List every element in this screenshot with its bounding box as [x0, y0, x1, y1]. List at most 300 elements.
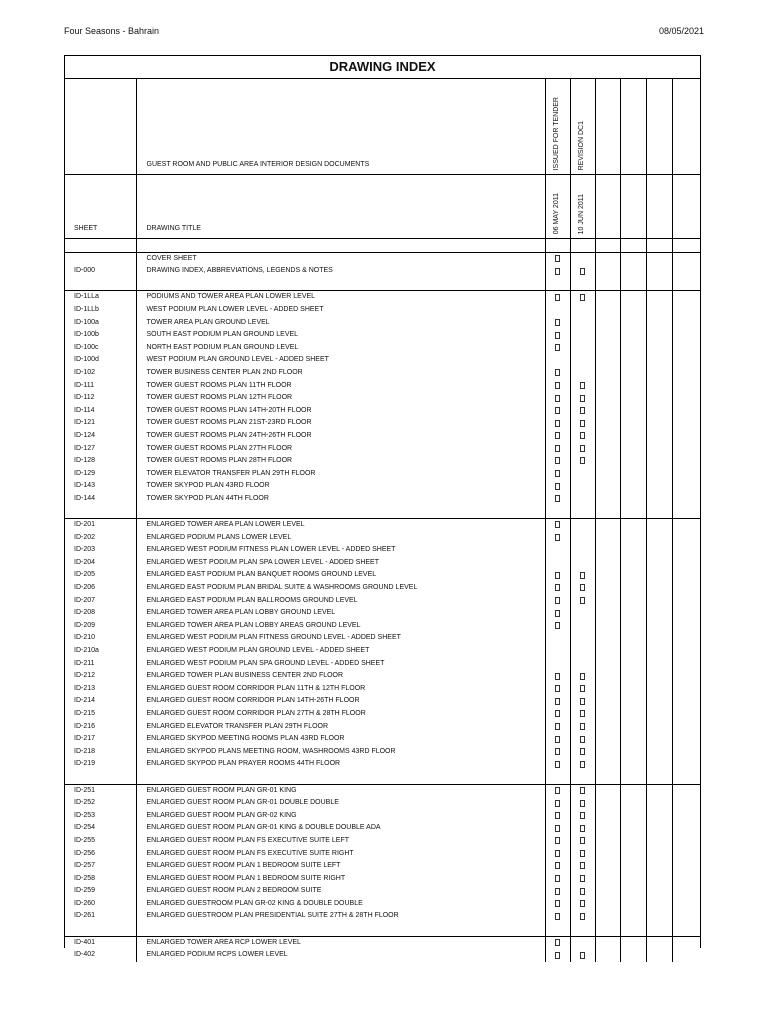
empty-cell [595, 582, 620, 595]
drawing-title: ENLARGED GUEST ROOM PLAN 1 BEDROOM SUITE LEFT [136, 860, 545, 873]
empty-cell [646, 480, 672, 493]
issued-box-icon [555, 952, 560, 959]
separator-row [65, 923, 701, 936]
drawing-title: ENLARGED GUEST ROOM PLAN 2 BEDROOM SUITE [136, 885, 545, 898]
empty-cell [595, 455, 620, 468]
issued-box-icon [555, 495, 560, 502]
issue-mark-cell [570, 417, 595, 430]
empty-cell [646, 544, 672, 557]
empty-cell [595, 569, 620, 582]
issue-mark-cell [545, 721, 570, 734]
issued-box-icon [580, 432, 585, 439]
drawing-title: ENLARGED GUESTROOM PLAN GR-02 KING & DOUBLE DOUBLE [136, 898, 545, 911]
issue-mark-cell [545, 455, 570, 468]
empty-cell [672, 721, 701, 734]
empty-cell [620, 758, 646, 771]
empty-cell [620, 810, 646, 823]
issued-box-icon [580, 837, 585, 844]
table-row [65, 317, 701, 330]
issued-box-icon [580, 407, 585, 414]
empty-cell [672, 910, 701, 923]
issued-box-icon [555, 875, 560, 882]
issued-box-icon [555, 521, 560, 528]
issue-mark-cell [570, 380, 595, 393]
empty-cell [136, 278, 545, 291]
table-row [65, 835, 701, 848]
empty-cell [595, 683, 620, 696]
table-row [65, 480, 701, 493]
empty-cell [672, 632, 701, 645]
issue-mark-cell [570, 810, 595, 823]
issued-box-icon [555, 800, 560, 807]
issue-mark-cell [545, 708, 570, 721]
drawing-title: ENLARGED GUEST ROOM CORRIDOR PLAN 11TH & 12TH FLOOR [136, 683, 545, 696]
drawing-title: COVER SHEET [136, 252, 545, 265]
empty-cell [545, 304, 570, 317]
empty-cell [620, 175, 646, 239]
issue-mark-cell [545, 291, 570, 304]
table-row [65, 443, 701, 456]
table-row [65, 733, 701, 746]
issued-box-icon [555, 369, 560, 376]
issued-box-icon [580, 888, 585, 895]
empty-cell [595, 291, 620, 304]
sheet-number: ID-000 [74, 267, 96, 275]
empty-cell [646, 417, 672, 430]
empty-cell [646, 278, 672, 291]
table-row [65, 822, 701, 835]
issue-column-header [545, 79, 570, 175]
issued-box-icon [580, 900, 585, 907]
empty-cell [672, 771, 701, 784]
empty-cell [646, 771, 672, 784]
sheet-number: ID-100d [74, 356, 99, 364]
table-row [65, 810, 701, 823]
issued-box-icon [555, 483, 560, 490]
issue-mark-cell [570, 848, 595, 861]
sheet-number: ID-100c [74, 343, 99, 351]
empty-cell [620, 949, 646, 962]
empty-cell [595, 860, 620, 873]
empty-cell [646, 810, 672, 823]
sheet-number: ID-201 [74, 521, 96, 529]
empty-cell [545, 544, 570, 557]
empty-cell [570, 620, 595, 633]
issued-box-icon [555, 710, 560, 717]
issue-column-header [570, 79, 595, 175]
empty-cell [672, 670, 701, 683]
empty-cell [620, 532, 646, 545]
issued-box-icon [580, 913, 585, 920]
drawing-title: ENLARGED GUEST ROOM CORRIDOR PLAN 27TH & 28TH FLOOR [136, 708, 545, 721]
print-date: 08/05/2021 [658, 26, 704, 36]
separator-row [65, 278, 701, 291]
empty-cell [595, 898, 620, 911]
empty-cell [595, 557, 620, 570]
issued-box-icon [580, 710, 585, 717]
empty-cell [595, 265, 620, 278]
empty-cell [672, 342, 701, 355]
sheet-number: ID-102 [74, 368, 96, 376]
sheet-number: ID-208 [74, 609, 96, 617]
issued-box-icon [580, 673, 585, 680]
issued-box-icon [555, 584, 560, 591]
sheet-number: ID-211 [74, 659, 95, 667]
empty-cell [672, 557, 701, 570]
issued-box-icon [555, 862, 560, 869]
empty-cell [672, 898, 701, 911]
table-row [65, 797, 701, 810]
issue-mark-cell [570, 822, 595, 835]
table-row [65, 620, 701, 633]
empty-cell [136, 239, 545, 253]
sheet-number: ID-129 [74, 469, 96, 477]
issued-box-icon [555, 344, 560, 351]
issue-mark-cell [545, 405, 570, 418]
empty-cell [672, 354, 701, 367]
empty-cell [672, 317, 701, 330]
issue-date-header [545, 175, 570, 239]
issue-mark-cell [545, 468, 570, 481]
header-row-issue [65, 79, 701, 175]
drawing-title: ENLARGED GUEST ROOM PLAN 1 BEDROOM SUITE RIGHT [136, 873, 545, 886]
empty-cell [672, 595, 701, 608]
sheet-number: ID-100a [74, 318, 99, 326]
issue-mark-cell [545, 797, 570, 810]
sheet-number: ID-210a [74, 647, 99, 654]
empty-cell [595, 544, 620, 557]
empty-cell [595, 417, 620, 430]
empty-cell [136, 505, 545, 518]
issue-name: ISSUED FOR TENDER [552, 96, 560, 170]
sheet-number: ID-258 [74, 874, 96, 882]
table-row [65, 544, 701, 557]
table-row [65, 758, 701, 771]
empty-cell [595, 380, 620, 393]
issue-mark-cell [545, 595, 570, 608]
empty-cell [672, 620, 701, 633]
empty-cell [620, 658, 646, 671]
empty-cell [595, 936, 620, 949]
drawing-title: TOWER GUEST ROOMS PLAN 28TH FLOOR [136, 455, 545, 468]
empty-cell [646, 683, 672, 696]
drawing-title: ENLARGED TOWER PLAN BUSINESS CENTER 2ND FLOOR [136, 670, 545, 683]
empty-cell [672, 797, 701, 810]
issued-box-icon [555, 610, 560, 617]
empty-cell [672, 923, 701, 936]
issue-mark-cell [570, 758, 595, 771]
issue-mark-cell [570, 784, 595, 797]
sheet-number: ID-218 [74, 747, 96, 755]
empty-cell [672, 936, 701, 949]
empty-cell [646, 329, 672, 342]
empty-cell [672, 860, 701, 873]
empty-cell [672, 532, 701, 545]
empty-cell [595, 607, 620, 620]
empty-cell [672, 607, 701, 620]
issued-box-icon [555, 534, 560, 541]
sheet-number: ID-205 [74, 571, 96, 579]
issue-mark-cell [545, 784, 570, 797]
table-row [65, 304, 701, 317]
sheet-number: ID-257 [74, 862, 96, 870]
sheet-number: ID-207 [74, 596, 96, 604]
empty-cell [672, 784, 701, 797]
empty-cell [545, 771, 570, 784]
empty-cell [570, 532, 595, 545]
empty-cell [570, 278, 595, 291]
issued-box-icon [580, 952, 585, 959]
empty-cell [620, 557, 646, 570]
issue-mark-cell [545, 317, 570, 330]
empty-cell [646, 746, 672, 759]
empty-cell [595, 443, 620, 456]
empty-cell [595, 645, 620, 658]
empty-cell [672, 239, 701, 253]
issued-box-icon [580, 420, 585, 427]
issue-mark-cell [545, 569, 570, 582]
empty-cell [620, 607, 646, 620]
empty-cell [620, 239, 646, 253]
empty-cell [595, 885, 620, 898]
empty-cell [595, 910, 620, 923]
empty-cell [672, 493, 701, 506]
empty-cell [672, 252, 701, 265]
empty-cell [595, 835, 620, 848]
drawing-title: ENLARGED TOWER AREA RCP LOWER LEVEL [136, 936, 545, 949]
issue-mark-cell [545, 607, 570, 620]
sheet-number: ID-253 [74, 811, 96, 819]
empty-cell [620, 278, 646, 291]
empty-cell [646, 239, 672, 253]
empty-cell [646, 595, 672, 608]
drawing-title: ENLARGED SKYPOD MEETING ROOMS PLAN 43RD FLOOR [136, 733, 545, 746]
issued-box-icon [555, 812, 560, 819]
empty-cell [646, 505, 672, 518]
table-row [65, 936, 701, 949]
sheet-number: ID-1LLa [74, 293, 99, 301]
issue-mark-cell [545, 480, 570, 493]
empty-cell [672, 329, 701, 342]
empty-cell [620, 291, 646, 304]
empty-cell [595, 532, 620, 545]
empty-cell [620, 455, 646, 468]
empty-cell [672, 810, 701, 823]
drawing-title: TOWER GUEST ROOMS PLAN 27TH FLOOR [136, 443, 545, 456]
issue-mark-cell [570, 392, 595, 405]
empty-cell [65, 278, 136, 291]
issued-box-icon [580, 698, 585, 705]
empty-cell [570, 329, 595, 342]
table-row [65, 519, 701, 532]
empty-cell [65, 505, 136, 518]
drawing-title: TOWER GUEST ROOMS PLAN 11TH FLOOR [136, 380, 545, 393]
empty-cell [620, 252, 646, 265]
empty-cell [672, 873, 701, 886]
empty-cell [595, 493, 620, 506]
issue-mark-cell [545, 620, 570, 633]
empty-cell [620, 342, 646, 355]
table-row [65, 784, 701, 797]
empty-cell [646, 532, 672, 545]
table-row [65, 607, 701, 620]
empty-cell [646, 784, 672, 797]
empty-cell [646, 822, 672, 835]
sheet-number: ID-214 [74, 697, 96, 705]
sheet-number: ID-401 [74, 938, 96, 946]
empty-cell [595, 746, 620, 759]
issued-box-icon [555, 572, 560, 579]
empty-cell [620, 733, 646, 746]
table-row [65, 405, 701, 418]
issue-mark-cell [570, 670, 595, 683]
table-row [65, 670, 701, 683]
drawing-title: WEST PODIUM PLAN LOWER LEVEL - ADDED SHEET [136, 304, 545, 317]
table-row [65, 367, 701, 380]
table-row [65, 949, 701, 962]
table-row [65, 252, 701, 265]
empty-cell [620, 505, 646, 518]
empty-cell [595, 810, 620, 823]
sheet-number: ID-215 [74, 709, 96, 717]
issued-box-icon [555, 332, 560, 339]
sheet-number: ID-209 [74, 621, 96, 629]
empty-cell [646, 885, 672, 898]
empty-cell [570, 505, 595, 518]
empty-cell [646, 835, 672, 848]
empty-cell [620, 317, 646, 330]
issued-box-icon [555, 837, 560, 844]
issue-mark-cell [545, 746, 570, 759]
empty-cell [646, 443, 672, 456]
empty-cell [620, 771, 646, 784]
issued-box-icon [580, 875, 585, 882]
table-row [65, 658, 701, 671]
empty-cell [595, 430, 620, 443]
sheet-number: ID-210 [74, 634, 96, 642]
empty-cell [595, 758, 620, 771]
issue-mark-cell [570, 860, 595, 873]
empty-cell [620, 354, 646, 367]
empty-cell [672, 848, 701, 861]
drawing-title: ENLARGED GUESTROOM PLAN PRESIDENTIAL SUITE 27TH & 28TH FLOOR [136, 910, 545, 923]
empty-cell [620, 923, 646, 936]
sheet-number: ID-127 [74, 444, 96, 452]
issue-mark-cell [570, 405, 595, 418]
empty-cell [570, 771, 595, 784]
empty-cell [646, 733, 672, 746]
empty-cell [672, 544, 701, 557]
drawing-title: ENLARGED GUEST ROOM PLAN GR-01 KING [136, 784, 545, 797]
drawing-title: PODIUMS AND TOWER AREA PLAN LOWER LEVEL [136, 291, 545, 304]
issued-box-icon [555, 723, 560, 730]
empty-cell [570, 468, 595, 481]
empty-cell [620, 848, 646, 861]
empty-cell [646, 392, 672, 405]
sheet-number: ID-100b [74, 331, 99, 339]
issue-mark-cell [545, 329, 570, 342]
empty-cell [545, 505, 570, 518]
empty-cell [620, 784, 646, 797]
issued-box-icon [555, 685, 560, 692]
sheet-number: ID-259 [74, 887, 96, 895]
empty-cell [646, 405, 672, 418]
issued-box-icon [580, 736, 585, 743]
empty-cell [646, 658, 672, 671]
sheet-number: ID-121 [74, 419, 96, 427]
issued-box-icon [555, 900, 560, 907]
empty-cell [620, 304, 646, 317]
table-row [65, 557, 701, 570]
drawing-title: NORTH EAST PODIUM PLAN GROUND LEVEL [136, 342, 545, 355]
drawing-index-table [65, 79, 701, 962]
table-row [65, 746, 701, 759]
drawing-title: TOWER SKYPOD PLAN 43RD FLOOR [136, 480, 545, 493]
empty-cell [672, 304, 701, 317]
sheet-number: ID-252 [74, 799, 96, 807]
drawing-title: ENLARGED GUEST ROOM PLAN GR-01 KING & DOUBLE DOUBLE ADA [136, 822, 545, 835]
drawing-title: ENLARGED WEST PODIUM FITNESS PLAN LOWER LEVEL - ADDED SHEET [136, 544, 545, 557]
issue-mark-cell [570, 910, 595, 923]
empty-cell [620, 468, 646, 481]
table-row [65, 380, 701, 393]
sheet-number: ID-402 [74, 951, 96, 959]
table-row [65, 354, 701, 367]
empty-cell [646, 317, 672, 330]
empty-cell [672, 175, 701, 239]
issued-box-icon [580, 787, 585, 794]
drawing-title: WEST PODIUM PLAN GROUND LEVEL - ADDED SHEET [136, 354, 545, 367]
empty-cell [620, 721, 646, 734]
issued-box-icon [580, 812, 585, 819]
issued-box-icon [555, 255, 560, 262]
empty-cell [672, 519, 701, 532]
empty-cell [570, 367, 595, 380]
issue-mark-cell [570, 835, 595, 848]
empty-cell [646, 455, 672, 468]
empty-cell [570, 557, 595, 570]
issued-box-icon [580, 685, 585, 692]
empty-cell [545, 278, 570, 291]
empty-cell [620, 443, 646, 456]
issue-mark-cell [570, 721, 595, 734]
issued-box-icon [555, 597, 560, 604]
empty-cell [646, 291, 672, 304]
empty-cell [646, 721, 672, 734]
drawing-title: TOWER GUEST ROOMS PLAN 21ST-23RD FLOOR [136, 417, 545, 430]
sheet-number: ID-111 [74, 381, 94, 389]
empty-cell [545, 632, 570, 645]
issue-mark-cell [545, 910, 570, 923]
sheet-number: ID-256 [74, 849, 96, 857]
empty-cell [570, 342, 595, 355]
empty-cell [65, 923, 136, 936]
empty-cell [136, 923, 545, 936]
empty-cell [646, 873, 672, 886]
empty-cell [646, 695, 672, 708]
empty-cell [672, 658, 701, 671]
separator-row [65, 771, 701, 784]
empty-cell [672, 291, 701, 304]
empty-cell [595, 784, 620, 797]
issued-box-icon [580, 800, 585, 807]
empty-cell [646, 175, 672, 239]
sheet-number: ID-204 [74, 558, 96, 566]
empty-cell [620, 936, 646, 949]
empty-cell [620, 519, 646, 532]
empty-cell [672, 746, 701, 759]
empty-cell [672, 278, 701, 291]
